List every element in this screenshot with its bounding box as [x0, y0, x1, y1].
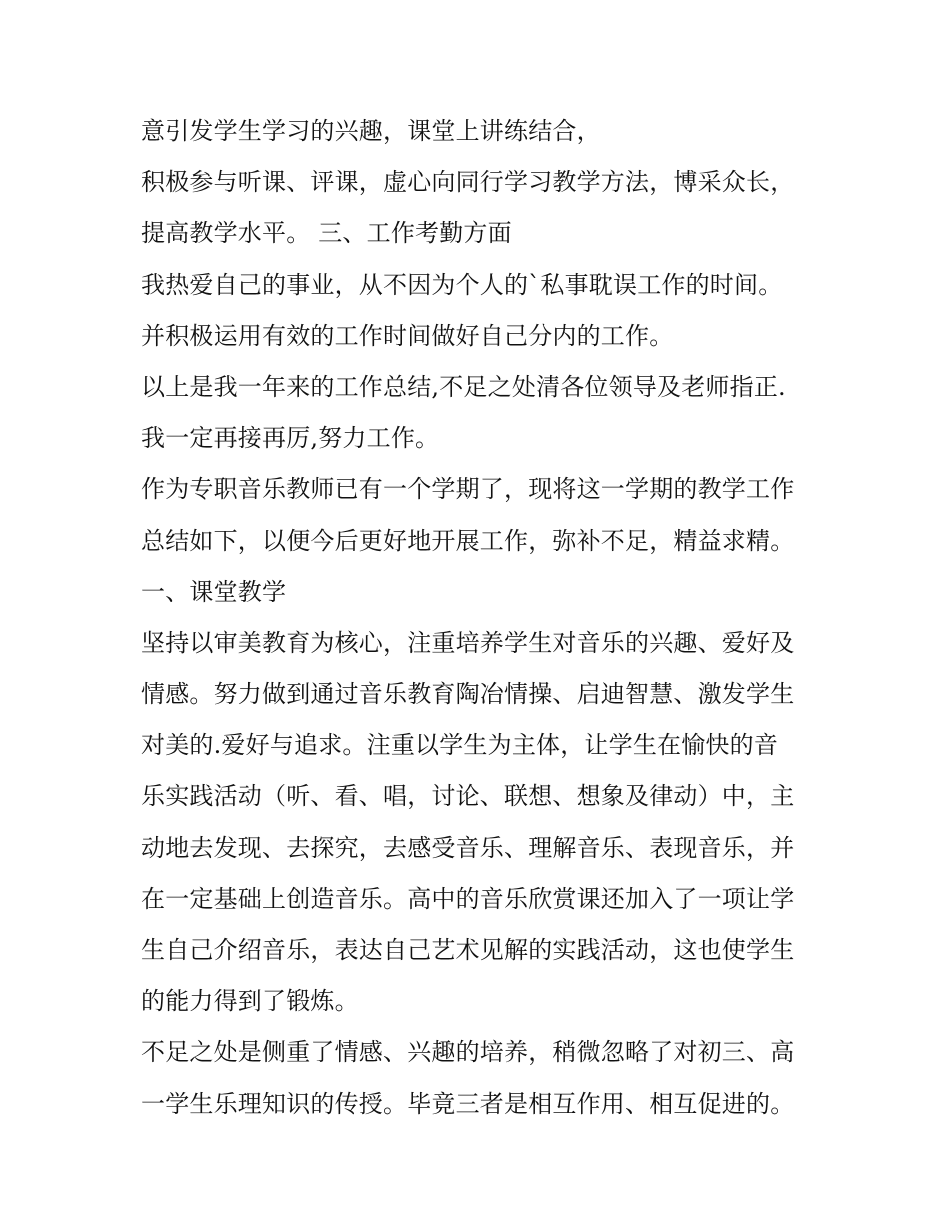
text-line: 在一定基础上创造音乐。高中的音乐欣赏课还加入了一项让学 — [141, 884, 795, 913]
text-line: 以上是我一年来的工作总结,不足之处清各位领导及老师指正. — [141, 372, 786, 401]
section-heading: 一、课堂教学 — [141, 577, 287, 606]
text-line: 作为专职音乐教师已有一个学期了，现将这一学期的教学工作 — [141, 475, 795, 504]
document-body — [141, 106, 841, 1130]
text-line: 提高教学水平。 三、工作考勤方面 — [141, 219, 512, 248]
text-line: 乐实践活动（听、看、唱，讨论、联想、想象及律动）中，主 — [141, 782, 795, 811]
text-line: 并积极运用有效的工作时间做好自己分内的工作。 — [141, 321, 674, 350]
text-line: 动地去发现、去探究，去感受音乐、理解音乐、表现音乐，并 — [141, 833, 795, 862]
text-line: 坚持以审美教育为核心，注重培养学生对音乐的兴趣、爱好及 — [141, 628, 795, 657]
text-line: 积极参与听课、评课，虚心向同行学习教学方法，博采众长， — [141, 168, 795, 197]
text-line: 对美的.爱好与追求。注重以学生为主体，让学生在愉快的音 — [141, 731, 779, 760]
text-line: 生自己介绍音乐，表达自己艺术见解的实践活动，这也使学生 — [141, 936, 795, 964]
text-line: 我一定再接再厉,努力工作。 — [141, 424, 440, 453]
text-line: 不足之处是侧重了情感、兴趣的培养，稍微忽略了对初三、高 — [141, 1038, 795, 1067]
text-line: 意引发学生学习的兴趣，课堂上讲练结合， — [141, 117, 601, 145]
text-line: 的能力得到了锻炼。 — [141, 987, 359, 1016]
text-line: 我热爱自己的事业，从不因为个人的`私事耽误工作的时间。 — [141, 270, 783, 299]
text-line: 一学生乐理知识的传授。毕竟三者是相互作用、相互促进的。 — [141, 1089, 795, 1118]
text-line: 情感。努力做到通过音乐教育陶冶情操、启迪智慧、激发学生 — [141, 680, 795, 709]
text-line: 总结如下，以便今后更好地开展工作，弥补不足，精益求精。 — [141, 526, 795, 555]
